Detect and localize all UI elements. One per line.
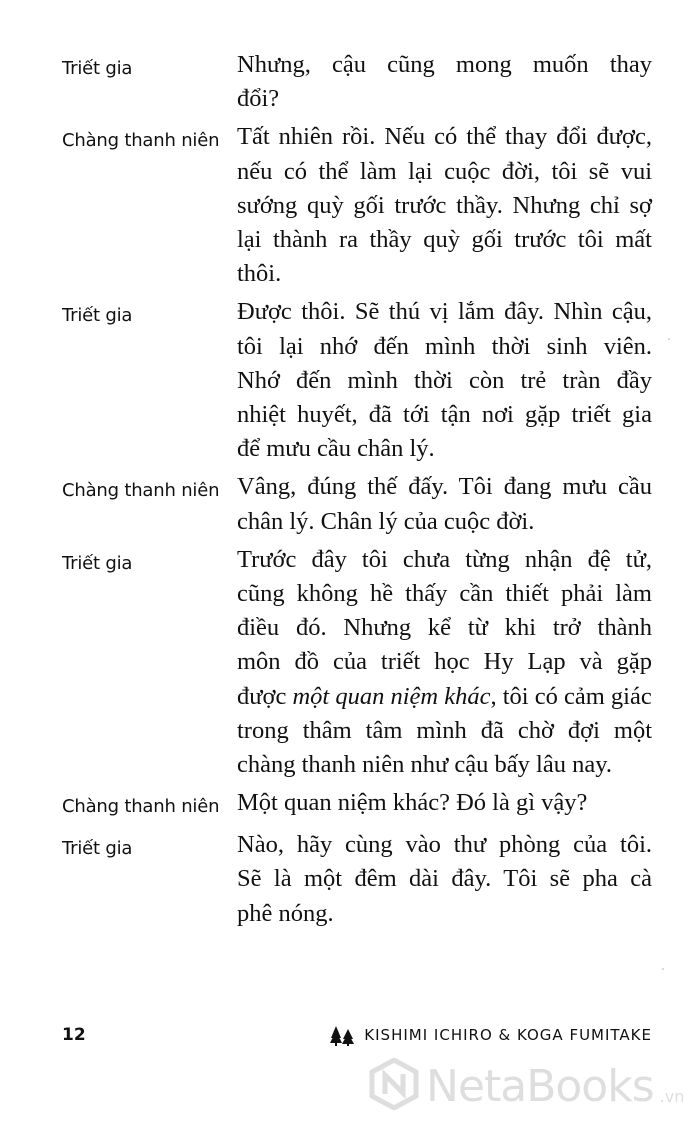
- speech-fragment: , tôi có cảm giác: [490, 682, 652, 710]
- running-head-text: KISHIMI ICHIRO & KOGA FUMITAKE: [364, 1026, 652, 1044]
- speech-line: thôi.: [237, 260, 282, 288]
- speaker-label: Triết gia: [62, 552, 133, 574]
- speech-line: nhiệt huyết, đã tới tận nơi gặp triết gia: [237, 401, 652, 429]
- speaker-label: Chàng thanh niên: [62, 130, 220, 152]
- speech-line: cũng không hề thấy cần thiết phải làm: [237, 580, 652, 608]
- dialogue-entry: [62, 470, 652, 538]
- speech-line: tôi lại nhớ đến mình thời sinh viên.: [237, 332, 652, 360]
- speaker-label: Chàng thanh niên: [62, 796, 220, 818]
- watermark-brand: NetaBooks: [426, 1060, 654, 1112]
- speech-text: [237, 48, 652, 116]
- speaker-label: Triết gia: [62, 838, 133, 860]
- watermark-suffix: .vn: [659, 1087, 685, 1106]
- speaker-label: Chàng thanh niên: [62, 480, 220, 502]
- speech-text: [237, 543, 652, 782]
- speech-line: lại thành ra thầy quỳ gối trước tôi mất: [237, 226, 652, 254]
- dialogue-entry: [62, 120, 652, 291]
- netabooks-logo-icon: [368, 1058, 420, 1114]
- tree-icon: [330, 1024, 356, 1046]
- speech-line: điều đó. Nhưng kể từ khi trở thành: [237, 614, 652, 642]
- running-head: [330, 1024, 652, 1046]
- speech-line: chân lý. Chân lý của cuộc đời.: [237, 507, 535, 535]
- speech-line: Nhớ đến mình thời còn trẻ tràn đầy: [237, 366, 652, 394]
- speech-line: nếu có thể làm lại cuộc đời, tôi sẽ vui: [237, 157, 652, 185]
- speaker-label: Triết gia: [62, 58, 133, 79]
- speech-text: [237, 828, 652, 931]
- speech-line: Trước đây tôi chưa từng nhận đệ tử,: [237, 545, 652, 573]
- speech-text: [237, 470, 652, 538]
- dialogue-entry: [62, 828, 652, 931]
- speech-line: môn đồ của triết học Hy Lạp và gặp: [237, 648, 652, 676]
- speech-text: [237, 786, 652, 820]
- watermark: [368, 1058, 684, 1114]
- speech-line-mixed: [237, 680, 652, 714]
- speech-line: chàng thanh niên như cậu bấy lâu nay.: [237, 751, 612, 779]
- page-footer: [62, 1020, 652, 1050]
- speech-line: phê nóng.: [237, 899, 334, 927]
- dialogue: [62, 48, 652, 935]
- speech-line: Tất nhiên rồi. Nếu có thể thay đổi được,: [237, 123, 652, 151]
- speech-line: Nào, hãy cùng vào thư phòng của tôi.: [237, 831, 652, 859]
- dialogue-entry: [62, 48, 652, 116]
- speech-text: [237, 120, 652, 291]
- speech-line: Nhưng, cậu cũng mong muốn thay: [237, 51, 652, 78]
- paper-speck: [668, 338, 670, 340]
- speech-line: trong thâm tâm mình đã chờ đợi một: [237, 716, 652, 744]
- speech-fragment: được: [237, 682, 287, 710]
- paper-speck: [662, 968, 664, 970]
- speech-line: Sẽ là một đêm dài đây. Tôi sẽ pha cà: [237, 865, 652, 893]
- speech-line: sướng quỳ gối trước thầy. Nhưng chỉ sợ: [237, 191, 652, 219]
- speaker-label: Triết gia: [62, 305, 133, 327]
- speech-text: [237, 295, 652, 466]
- speech-line: Vâng, đúng thế đấy. Tôi đang mưu cầu: [237, 473, 652, 501]
- italic-phrase: một quan niệm khác: [292, 682, 491, 710]
- speech-line: đổi?: [237, 85, 280, 113]
- speech-line: Một quan niệm khác? Đó là gì vậy?: [237, 789, 588, 817]
- dialogue-entry: [62, 295, 652, 466]
- speech-line: để mưu cầu chân lý.: [237, 435, 435, 463]
- dialogue-entry: [62, 786, 652, 824]
- page-number: 12: [62, 1025, 86, 1045]
- speech-line: Được thôi. Sẽ thú vị lắm đây. Nhìn cậu,: [237, 298, 652, 326]
- dialogue-entry: [62, 543, 652, 782]
